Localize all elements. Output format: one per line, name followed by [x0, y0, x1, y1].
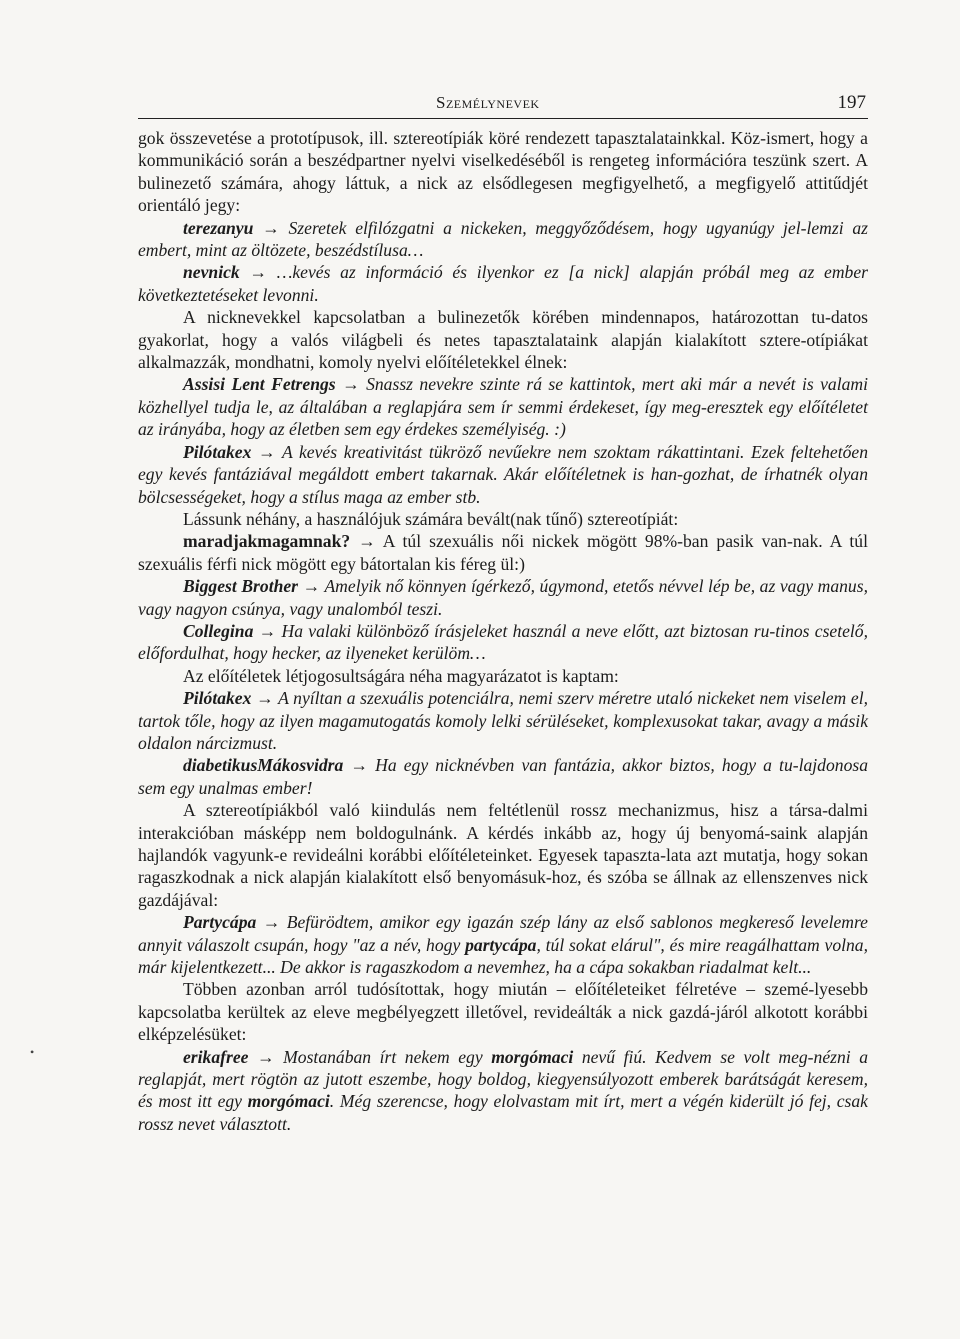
text-paragraph [138, 665, 868, 687]
text-run: Snassz nevekre szinte rá se kattintok, mert aki már a nevét is valami közhellyel tudja le, az általában a reglapjára sem ír semmi érdekeset, így meg-eresztek egy előítéletet az irányába, hogy az életben sem egy érdekes személyiség. :) [138, 374, 869, 440]
text-paragraph [138, 978, 868, 1045]
text-run: Ha valaki különböző írásjeleket használ a neve előtt, azt biztosan ru-tinos csetelő, előfordulhat, hogy hecker, az ilyeneket kerülöm… [138, 620, 869, 664]
page-body [138, 127, 868, 1135]
emphasized-text: partycápa [465, 934, 537, 955]
text-run: nevű fiú. Kedvem se volt meg-nézni a reglapját, mert rögtön az jutott eszembe, hogy boldog, kiegyensúlyozott emberek barátságát keresem, és most itt egy [138, 1046, 868, 1112]
arrow-icon: → [302, 576, 321, 597]
text-run: …kevés az információ és ilyenkor ez [a nick] alapján próbál meg az ember következtetéseket levonni. [138, 262, 868, 305]
text-run: A sztereotípiákból való kiindulás nem feltétlenül rossz mechanizmus, hisz a társa-dalmi interakcióban másképp nem boldogulnánk. A kérdés inkább az, hogy új benyomá-saink alapján hajlandók vagyunk-e revideálni korábbi előítéleteinket. Egyesek tapaszta-lata azt mutatja, hogy sokan ragaszkodnak a nick alapján kialakított első benyomásuk-hoz, és szóba se állnak az ellenszenves nick gazdájával: [138, 800, 868, 910]
text-run: . Még szerencse, hogy elolvastam mit írt, mert a végén kiderült jó fej, csak rossz nevet választott. [138, 1091, 868, 1134]
nickname: nevnick [183, 262, 240, 283]
nickname: erikafree [183, 1046, 249, 1067]
chapter-title: Személynevek [436, 93, 540, 112]
nickname: Partycápa [183, 912, 257, 933]
text-paragraph [138, 127, 868, 217]
emphasized-text: maradjakmagamnak? [183, 531, 351, 552]
quote-paragraph [138, 217, 868, 262]
arrow-icon: → [350, 755, 369, 776]
emphasized-text: morgómaci [491, 1046, 574, 1067]
running-header [138, 92, 868, 119]
text-paragraph [138, 306, 868, 373]
nickname: diabetikusMákosvidra [183, 755, 344, 776]
text-run: A nicknevekkel kapcsolatban a bulinezetők körében mindennapos, határozottan tu-datos gyakorlat, hogy a valós világbeli és netes tapasztalataink alapján kialakított sztere-otípiákat alkalmazzák, mondhatni, komoly nyelvi előítéletekkel élnek: [138, 307, 868, 373]
quote-paragraph [138, 441, 868, 508]
nickname: Biggest Brother [183, 576, 299, 597]
page-number: 197 [837, 92, 866, 113]
nickname: Pilótakex [183, 441, 252, 462]
text-paragraph [138, 508, 868, 530]
text-run: Ha egy nicknévben van fantázia, akkor biztos, hogy a tu-lajdonosa sem egy unalmas ember! [138, 755, 869, 798]
text-run: A nyíltan a szexuális potenciálra, nemi szerv méretre utaló nickeket nem viselem el, tartok tőle, hogy az ilyen magamutogatás komoly lelki sérüléseket, komplexusokat takar, avagy a másik oldalon nárcizmust. [138, 688, 868, 753]
quote-paragraph [138, 575, 868, 620]
arrow-icon: → [262, 217, 280, 238]
arrow-icon: → [249, 262, 267, 283]
text-paragraph [138, 799, 868, 911]
text-run: Többen azonban arról tudósítottak, hogy miután – előítéleteiket félretéve – szemé-lyesebb kapcsolatba kerültek az eleve megbélyegzett illetővel, revideálták a nick gazdá-járól alkotott korábbi elképzelésüket: [138, 979, 868, 1045]
quote-paragraph [138, 1046, 868, 1136]
arrow-icon: → [342, 374, 360, 395]
emphasized-text: morgómaci [247, 1091, 330, 1112]
nickname: Collegina [183, 620, 254, 641]
text-paragraph [138, 530, 868, 575]
arrow-icon: → [257, 1046, 275, 1067]
text-run: Mostanában írt nekem egy [283, 1046, 492, 1067]
arrow-icon: → [258, 441, 276, 462]
text-run: A kevés kreativitást tükröző nevűekre nem szoktam rákattintani. Ezek feltehetően egy kevés fantáziával megáldott embert takarnak. Akár előítéletnek is han-gozhat, de írhatnék olyan bölcsességeket, hogy a stílus maga az ember stb. [138, 441, 868, 507]
text-run: Befürödtem, amikor egy igazán szép lány az első sablonos megkereső levelemre annyit válaszolt csupán, hogy "az a név, hogy [138, 912, 868, 955]
text-run: Lássunk néhány, a használójuk számára bevált(nak tűnő) sztereotípiát: [183, 508, 679, 529]
nickname: terezanyu [183, 217, 254, 238]
arrow-icon: → [256, 688, 274, 709]
text-run: , túl sokat elárul", és mire reagálhattam volna, már kijelentkezett... De akkor is ragaszkodom a nevemhez, ha a cápa sokakban riadalmat kelt... [138, 934, 869, 978]
nickname: Pilótakex [183, 688, 252, 709]
book-page [138, 92, 868, 1135]
margin-speck: • [30, 1045, 35, 1059]
quote-paragraph [138, 373, 868, 440]
text-run: → A túl szexuális női nickek mögött 98%-ban pasik van-nak. A túl szexuális férfi nick mögött egy bátortalan kis féreg ül:) [138, 531, 868, 574]
arrow-icon: → [258, 620, 277, 641]
text-run: Szeretek elfilózgatni a nickeken, meggyőződésem, hogy ugyanúgy jel-lemzi az embert, mint az öltözete, beszédstílusa… [138, 217, 868, 261]
quote-paragraph [138, 754, 868, 799]
text-run: Amelyik nő könnyen ígérkező, úgymond, etetős névvel lép be, az vagy manus, vagy nagyon csúnya, vagy unalomból teszi. [138, 576, 868, 619]
quote-paragraph [138, 261, 868, 306]
quote-paragraph [138, 911, 868, 978]
quote-paragraph [138, 687, 868, 754]
quote-paragraph [138, 620, 868, 665]
arrow-icon: → [262, 912, 281, 933]
nickname: Assisi Lent Fetrengs [183, 374, 336, 395]
text-run: gok összevetése a prototípusok, ill. sztereotípiák köré rendezett tapasztalatainkkal. Köz-ismert, hogy a kommunikáció során a beszédpartner nyelvi viselkedéséből is rengeteg információra teszünk szert. A bulinezető számára, ahogy láttuk, a nick az elsődlegesen megfigyelhető, a megfigyelő attitűdjét orientáló jegy: [138, 128, 868, 216]
text-run: Az előítéletek létjogosultságára néha magyarázatot is kaptam: [183, 665, 619, 686]
